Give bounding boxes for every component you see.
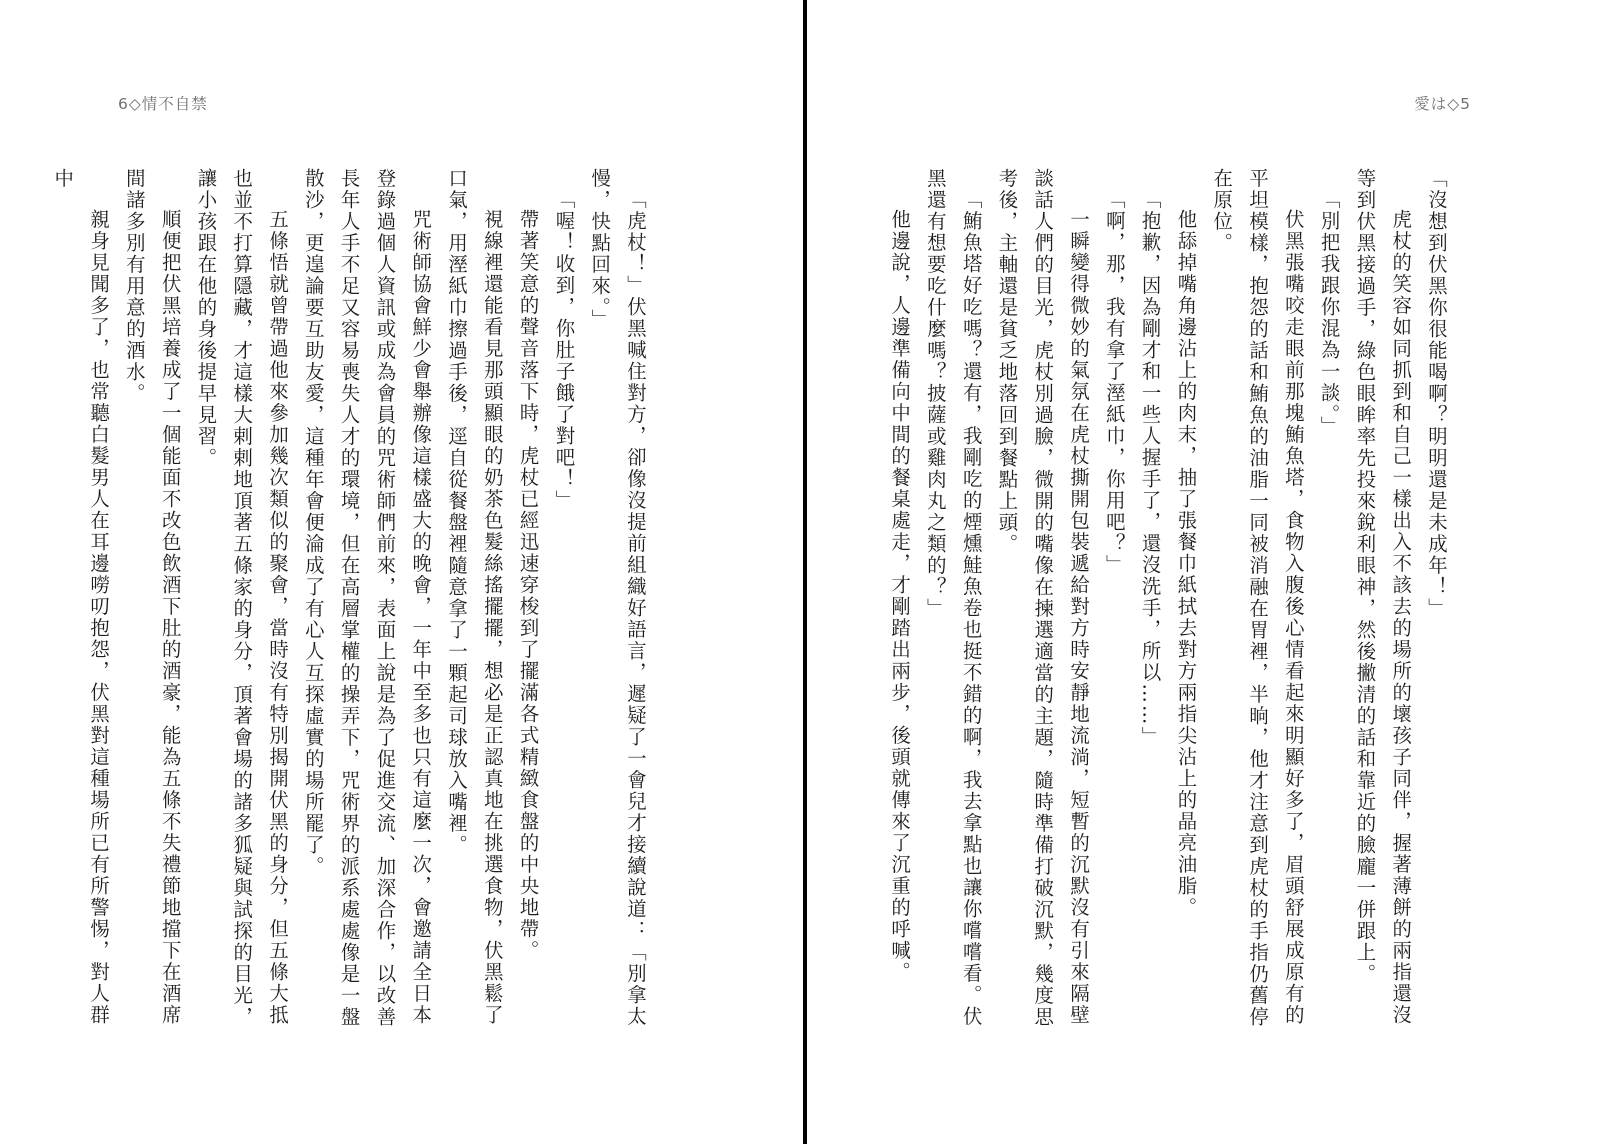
paragraph: 「虎杖！」伏黑喊住對方，卻像沒提前組織好語言，遲疑了一會兒才接續說道：「別拿太慢，快點回來。」 xyxy=(588,168,647,1028)
paragraph: 五條悟就曾帶過他來參加幾次類似的聚會，當時沒有特別揭開伏黑的身分，但五條大抵也並不打算隱藏，才這樣大剌剌地頂著五條家的身分，頂著會場的諸多狐疑與試探的目光，讓小孩跟在他的身後提早見習。 xyxy=(194,168,290,1028)
paragraph: 「沒想到伏黑你很能喝啊？明明還是未成年！」 xyxy=(1425,168,1448,620)
page-header: 6◇情不自禁 xyxy=(118,95,208,113)
paragraph: 「抱歉，因為剛才和一些人握手了，還沒洗手，所以……」 xyxy=(1138,189,1162,749)
paragraph: 「啊，那，我有拿了溼紙巾，你用吧？」 xyxy=(1102,189,1126,577)
body-text xyxy=(44,168,653,1038)
paragraph: 「別把我跟你混為一談。」 xyxy=(1317,189,1341,438)
paragraph: 視線裡還能看見那頭顯眼的奶茶色髮絲搖擺擺，想必是正認真地在挑選食物，伏黑鬆了口氣，用溼紙巾擦過手後，逕自從餐盤裡隨意拿了一顆起司球放入嘴裡。 xyxy=(445,168,504,1026)
paragraph: 親身見聞多了，也常聽白髮男人在耳邊嘮叨抱怨，伏黑對這種場所已有所警惕，對人群中 xyxy=(51,168,111,1026)
paragraph: 他邊說，人邊準備向中間的餐桌處走，才剛踏出兩步，後頭就傳來了沉重的呼喊。 xyxy=(888,208,912,983)
paragraph: 順便把伏黑培養成了一個能面不改色飲酒下肚的酒豪，能為五條不失禮節地擋下在酒席間諸多別有用意的酒水。 xyxy=(122,168,182,1026)
body-text xyxy=(881,168,1454,1038)
paragraph: 「喔！收到，你肚子餓了對吧！」 xyxy=(552,189,576,512)
paragraph: 一瞬變得微妙的氣氛在虎杖撕開包裝遞給對方時安靜地流淌，短暫的沉默沒有引來隔壁談話人們的目光，虎杖別過臉，微開的嘴像在揀選適當的主題，隨時準備打破沉默，幾度思考後，主軸還是貧乏地落回到餐點上頭。 xyxy=(995,168,1091,1028)
paragraph: 虎杖的笑容如同抓到和自己一樣出入不該去的場所的壞孩子同伴，握著薄餅的兩指還沒等到伏黑接過手，綠色眼眸率先投來銳利眼神，然後撇清的話和靠近的臉龐一併跟上。 xyxy=(1353,168,1413,1026)
paragraph: 咒術師協會鮮少會舉辦像這樣盛大的晚會，一年中至多也只有這麼一次，會邀請全日本登錄過個人資訊或成為會員的咒術師們前來，表面上說是為了促進交流、加深合作，以改善長年人手不足又容易喪失人才的環境，但在高層掌權的操弄下，咒術界的派系處處像是一盤散沙，更遑論要互助友愛，這種年會便淪成了有心人互探虛實的場所罷了。 xyxy=(301,168,433,1028)
paragraph: 伏黑張嘴咬走眼前那塊鮪魚塔，食物入腹後心情看起來明顯好多了，眉頭舒展成原有的平坦模樣，抱怨的話和鮪魚的油脂一同被消融在胃裡，半晌，他才注意到虎杖的手指仍舊停在原位。 xyxy=(1210,168,1305,1028)
right-page xyxy=(807,0,1599,1144)
page-header: 愛は◇5 xyxy=(1414,95,1471,113)
paragraph: 「鮪魚塔好吃嗎？還有，我剛吃的煙燻鮭魚卷也挺不錯的啊，我去拿點也讓你嚐嚐看。伏黑還有想要吃什麼嗎？披薩或雞肉丸之類的？」 xyxy=(923,168,983,1028)
paragraph: 他舔掉嘴角邊沾上的肉末，抽了張餐巾紙拭去對方兩指尖沾上的晶亮油脂。 xyxy=(1174,208,1198,919)
paragraph: 帶著笑意的聲音落下時，虎杖已經迅速穿梭到了擺滿各式精緻食盤的中央地帶。 xyxy=(516,208,540,962)
